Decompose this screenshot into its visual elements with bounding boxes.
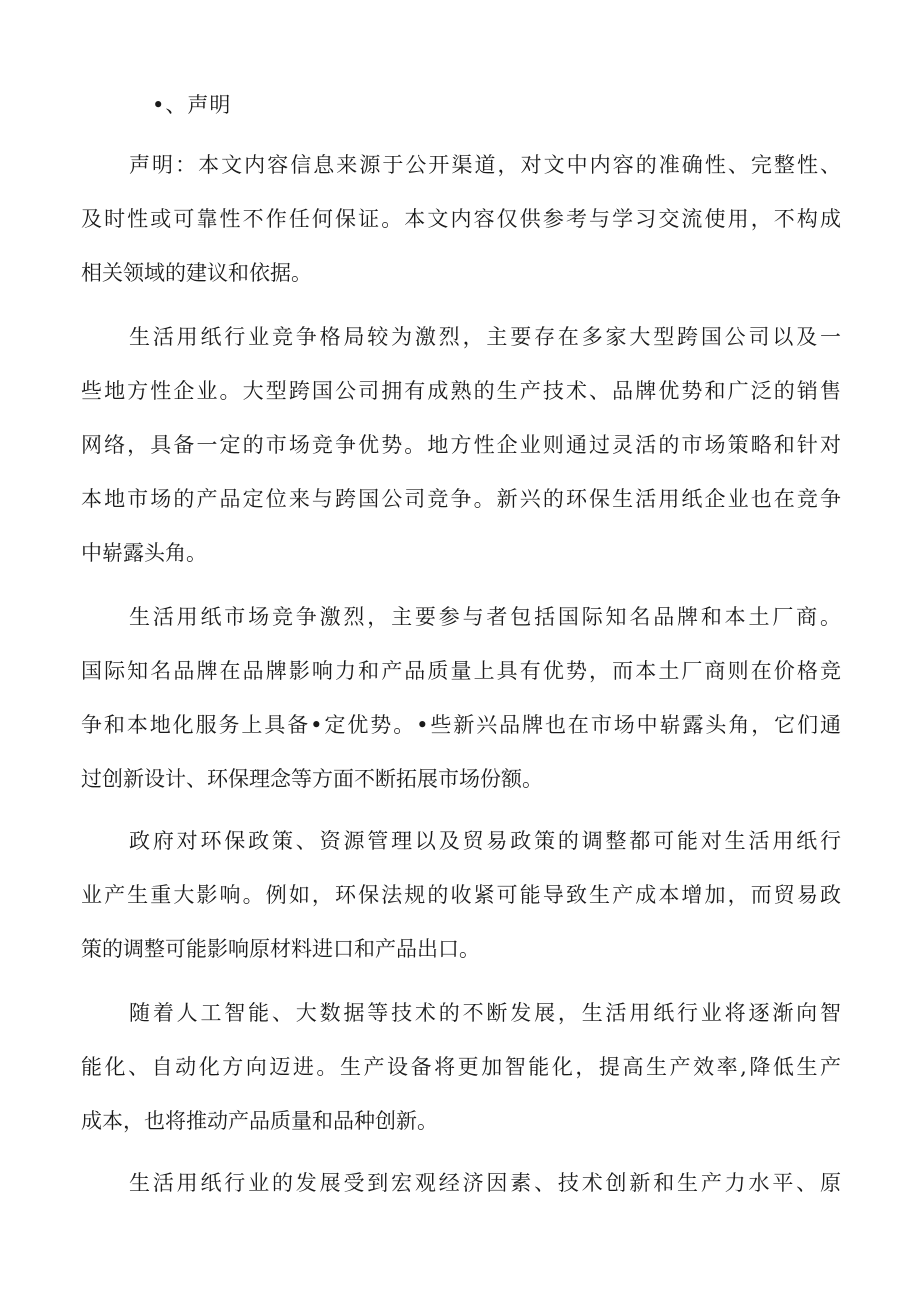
paragraph-line: 政府对环保政策、资源管理以及贸易政策的调整都可能对生活用纸行 (129, 829, 841, 853)
paragraph-line: 业产生重大影响。例如，环保法规的收紧可能导致生产成本增加，而贸易政 (81, 883, 841, 907)
paragraph-line: 生活用纸行业的发展受到宏观经济因素、技术创新和生产力水平、原 (129, 1171, 841, 1195)
paragraph-line: 过创新设计、环保理念等方面不断拓展市场份额。 (81, 767, 543, 791)
paragraph-line: 本地市场的产品定位来与跨国公司竞争。新兴的环保生活用纸企业也在竞争 (81, 487, 841, 511)
section-heading: •、声明 (152, 93, 232, 117)
paragraph-line: 生活用纸行业竞争格局较为激烈，主要存在多家大型跨国公司以及一 (129, 325, 841, 349)
paragraph-line: 能化、自动化方向迈进。生产设备将更加智能化，提高生产效率,降低生产 (81, 1055, 841, 1079)
paragraph-line: 网络，具备一定的市场竞争优势。地方性企业则通过灵活的市场策略和针对 (81, 433, 841, 457)
paragraph-line: 及时性或可靠性不作任何保证。本文内容仅供参考与学习交流使用，不构成 (81, 207, 841, 231)
paragraph-line: 相关领域的建议和依据。 (81, 261, 312, 285)
paragraph-line: 策的调整可能影响原材料进口和产品出口。 (81, 937, 480, 961)
paragraph-line: 声明：本文内容信息来源于公开渠道，对文中内容的准确性、完整性、 (129, 153, 841, 177)
paragraph-line: 国际知名品牌在品牌影响力和产品质量上具有优势，而本土厂商则在价格竞 (81, 659, 841, 683)
paragraph-line: 生活用纸市场竞争激烈，主要参与者包括国际知名品牌和本土厂商。 (129, 605, 841, 629)
paragraph-line: 成本，也将推动产品质量和品种创新。 (81, 1109, 438, 1133)
paragraph-line: 争和本地化服务上具备•定优势。•些新兴品牌也在市场中崭露头角，它们通 (81, 713, 841, 737)
paragraph-line: 中崭露头角。 (81, 541, 207, 565)
paragraph-line: 些地方性企业。大型跨国公司拥有成熟的生产技术、品牌优势和广泛的销售 (81, 379, 841, 403)
paragraph-line: 随着人工智能、大数据等技术的不断发展，生活用纸行业将逐渐向智 (129, 1001, 841, 1025)
